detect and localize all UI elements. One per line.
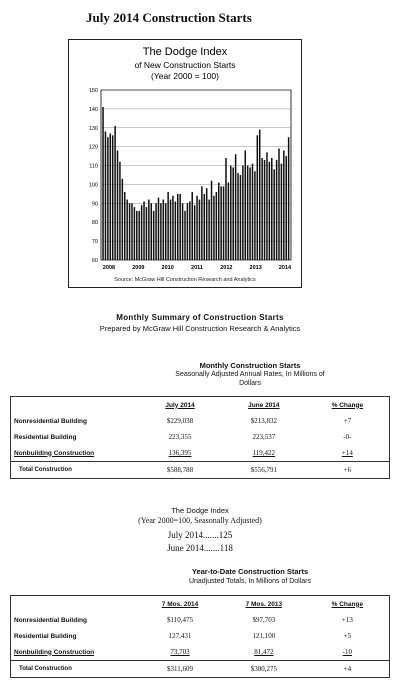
- bar: [131, 203, 133, 260]
- bar: [107, 137, 109, 260]
- ytd-title: Year-to-Date Construction Starts: [191, 567, 309, 576]
- bar: [199, 200, 201, 260]
- bar: [165, 203, 167, 260]
- dodge-index-note: (Year 2000=100, Seasonally Adjusted): [138, 516, 262, 525]
- chart-base-note: (Year 2000 = 100): [151, 71, 219, 81]
- cell-value: $588,788: [166, 466, 194, 474]
- cell-value: $213,832: [250, 417, 277, 425]
- dodge-index-chart: [68, 39, 302, 288]
- row-label: Total Construction: [19, 467, 72, 473]
- cell-value: -10: [342, 648, 353, 656]
- bar: [259, 130, 261, 260]
- bar: [257, 135, 259, 260]
- bar: [261, 158, 263, 260]
- bar: [122, 179, 124, 260]
- cell-value: $300,275: [250, 665, 277, 673]
- dodge-index-june: June 2014.......118: [167, 543, 233, 553]
- table-row: [11, 628, 390, 644]
- bar: [220, 186, 222, 260]
- bar: [194, 205, 196, 260]
- chart-title: The Dodge Index: [142, 46, 228, 58]
- table-row: [11, 413, 390, 429]
- col-header: % Change: [331, 600, 364, 608]
- bar: [177, 194, 179, 260]
- y-tick-label: 60: [91, 258, 98, 264]
- bar: [206, 188, 208, 260]
- x-tick-label: 2010: [161, 265, 174, 271]
- bar: [184, 211, 186, 260]
- table-row: [11, 429, 390, 445]
- bar: [138, 211, 140, 260]
- cell-value: $229,038: [166, 417, 194, 425]
- bar: [281, 164, 283, 260]
- y-tick-label: 100: [88, 182, 98, 189]
- bar: [117, 150, 119, 260]
- cell-value: 81,472: [254, 648, 274, 656]
- cell-value: 73,703: [170, 648, 190, 656]
- col-header: July 2014: [165, 401, 195, 409]
- col-header: 7 Mos. 2013: [245, 600, 283, 608]
- y-tick-label: 120: [88, 144, 98, 151]
- bar: [126, 200, 128, 260]
- bar: [155, 203, 157, 260]
- row-label: Nonbuilding Construction: [14, 648, 95, 656]
- row-label: Residential Building: [14, 433, 77, 441]
- bar: [129, 203, 131, 260]
- monthly-title: Monthly Construction Starts: [199, 361, 301, 370]
- bar: [172, 196, 174, 260]
- bar: [143, 201, 145, 260]
- summary-title: Monthly Summary of Construction Starts: [116, 313, 284, 322]
- y-tick-label: 130: [88, 125, 98, 132]
- row-label: Total Construction: [19, 666, 72, 672]
- bar: [148, 200, 150, 260]
- ytd-table: [10, 595, 390, 678]
- bar: [247, 166, 249, 260]
- x-tick-label: 2011: [191, 265, 203, 271]
- row-label: Nonresidential Building: [14, 616, 87, 624]
- bar: [136, 211, 138, 260]
- bar: [102, 107, 104, 260]
- bar: [163, 200, 165, 260]
- x-tick-label: 2008: [102, 265, 116, 271]
- bar: [216, 192, 218, 260]
- bar: [252, 164, 254, 260]
- cell-value: 223,355: [168, 433, 192, 441]
- chart-subtitle: of New Construction Starts: [134, 60, 236, 70]
- bar: [119, 162, 121, 260]
- cell-value: +7: [343, 417, 352, 425]
- bar: [182, 203, 184, 260]
- bar: [189, 201, 191, 260]
- bar: [235, 154, 237, 260]
- bar: [264, 160, 266, 260]
- chart-plot: [69, 40, 303, 289]
- cell-value: 119,422: [252, 449, 276, 457]
- cell-value: +13: [341, 616, 353, 624]
- col-header: June 2014: [248, 401, 280, 409]
- bar: [230, 166, 232, 260]
- bar: [278, 149, 280, 260]
- bar: [208, 200, 210, 260]
- x-tick-label: 2009: [132, 265, 145, 271]
- bar: [187, 203, 189, 260]
- bar: [213, 196, 215, 260]
- bar: [218, 183, 220, 260]
- bar: [134, 207, 136, 260]
- bar: [158, 198, 160, 260]
- monthly-table: [10, 396, 390, 479]
- y-tick-label: 90: [91, 201, 98, 208]
- bar: [151, 203, 153, 260]
- bar: [196, 196, 198, 260]
- row-label: Nonresidential Building: [14, 417, 87, 425]
- cell-value: 136,395: [168, 449, 192, 457]
- bar: [269, 162, 271, 260]
- bar: [160, 203, 162, 260]
- table-row: [11, 445, 390, 462]
- bar: [167, 192, 169, 260]
- summary-subtitle: Prepared by McGraw Hill Construction Research & Analytics: [99, 324, 301, 333]
- table-row: [11, 612, 390, 628]
- bar: [110, 133, 112, 260]
- bar: [276, 160, 278, 260]
- table-total-row: [11, 661, 390, 678]
- bar: [175, 201, 177, 260]
- chart-source: Source: McGraw Hill Construction Research and Analytics: [114, 277, 256, 283]
- dodge-index-july: July 2014.......125: [167, 530, 233, 540]
- table-total-row: [11, 462, 390, 479]
- bar: [240, 175, 242, 260]
- table-header-row: [11, 596, 390, 613]
- x-tick-label: 2014: [278, 265, 292, 271]
- bar: [114, 126, 116, 260]
- bar: [191, 192, 193, 260]
- cell-value: $97,703: [252, 616, 276, 624]
- bar: [228, 183, 230, 260]
- cell-value: +4: [343, 665, 352, 673]
- bar: [242, 166, 244, 260]
- cell-value: $110,475: [167, 616, 194, 624]
- bar: [170, 200, 172, 260]
- bar: [283, 150, 285, 260]
- y-tick-label: 110: [89, 163, 98, 170]
- bar: [285, 156, 287, 260]
- bar: [141, 205, 143, 260]
- y-tick-label: 70: [91, 239, 98, 246]
- cell-value: $556,791: [250, 466, 277, 474]
- monthly-subtitle-2: Dollars: [239, 380, 261, 387]
- cell-value: -0-: [343, 433, 352, 441]
- bar: [266, 152, 268, 260]
- bar: [201, 186, 203, 260]
- cell-value: +6: [343, 466, 352, 474]
- bar: [105, 132, 107, 260]
- bar: [153, 211, 155, 260]
- bar: [273, 169, 275, 260]
- bar: [254, 171, 256, 260]
- bar: [225, 158, 227, 260]
- row-label: Nonbuilding Construction: [14, 449, 95, 457]
- bar: [211, 181, 213, 260]
- bar: [124, 192, 126, 260]
- bar: [245, 150, 247, 260]
- bar: [223, 186, 225, 260]
- bar: [288, 137, 290, 260]
- table-header-row: [11, 397, 390, 414]
- cell-value: $311,609: [167, 665, 194, 673]
- bar: [237, 173, 239, 260]
- cell-value: +14: [341, 449, 353, 457]
- cell-value: 223,537: [252, 433, 276, 441]
- cell-value: 121,100: [252, 632, 276, 640]
- x-tick-label: 2012: [220, 265, 233, 271]
- y-tick-label: 140: [88, 106, 98, 113]
- y-tick-label: 150: [88, 88, 98, 94]
- page-title: July 2014 Construction Starts: [86, 10, 252, 25]
- cell-value: +5: [343, 632, 352, 640]
- dodge-index-title: The Dodge Index: [171, 506, 229, 515]
- monthly-subtitle-1: Seasonally Adjusted Annual Rates, In Millions of: [175, 371, 325, 378]
- bar: [249, 167, 251, 260]
- bar: [232, 167, 234, 260]
- bar: [271, 158, 273, 260]
- ytd-subtitle: Unadjusted Totals, In Millions of Dollars: [188, 578, 312, 585]
- y-tick-label: 80: [91, 220, 98, 227]
- col-header: % Change: [331, 401, 364, 409]
- bar: [204, 194, 206, 260]
- table-row: [11, 644, 390, 661]
- bar: [146, 207, 148, 260]
- bar: [112, 135, 114, 260]
- cell-value: 127,431: [168, 632, 192, 640]
- row-label: Residential Building: [14, 632, 77, 640]
- col-header: 7 Mos. 2014: [161, 600, 199, 608]
- bar: [179, 194, 181, 260]
- x-tick-label: 2013: [249, 265, 262, 271]
